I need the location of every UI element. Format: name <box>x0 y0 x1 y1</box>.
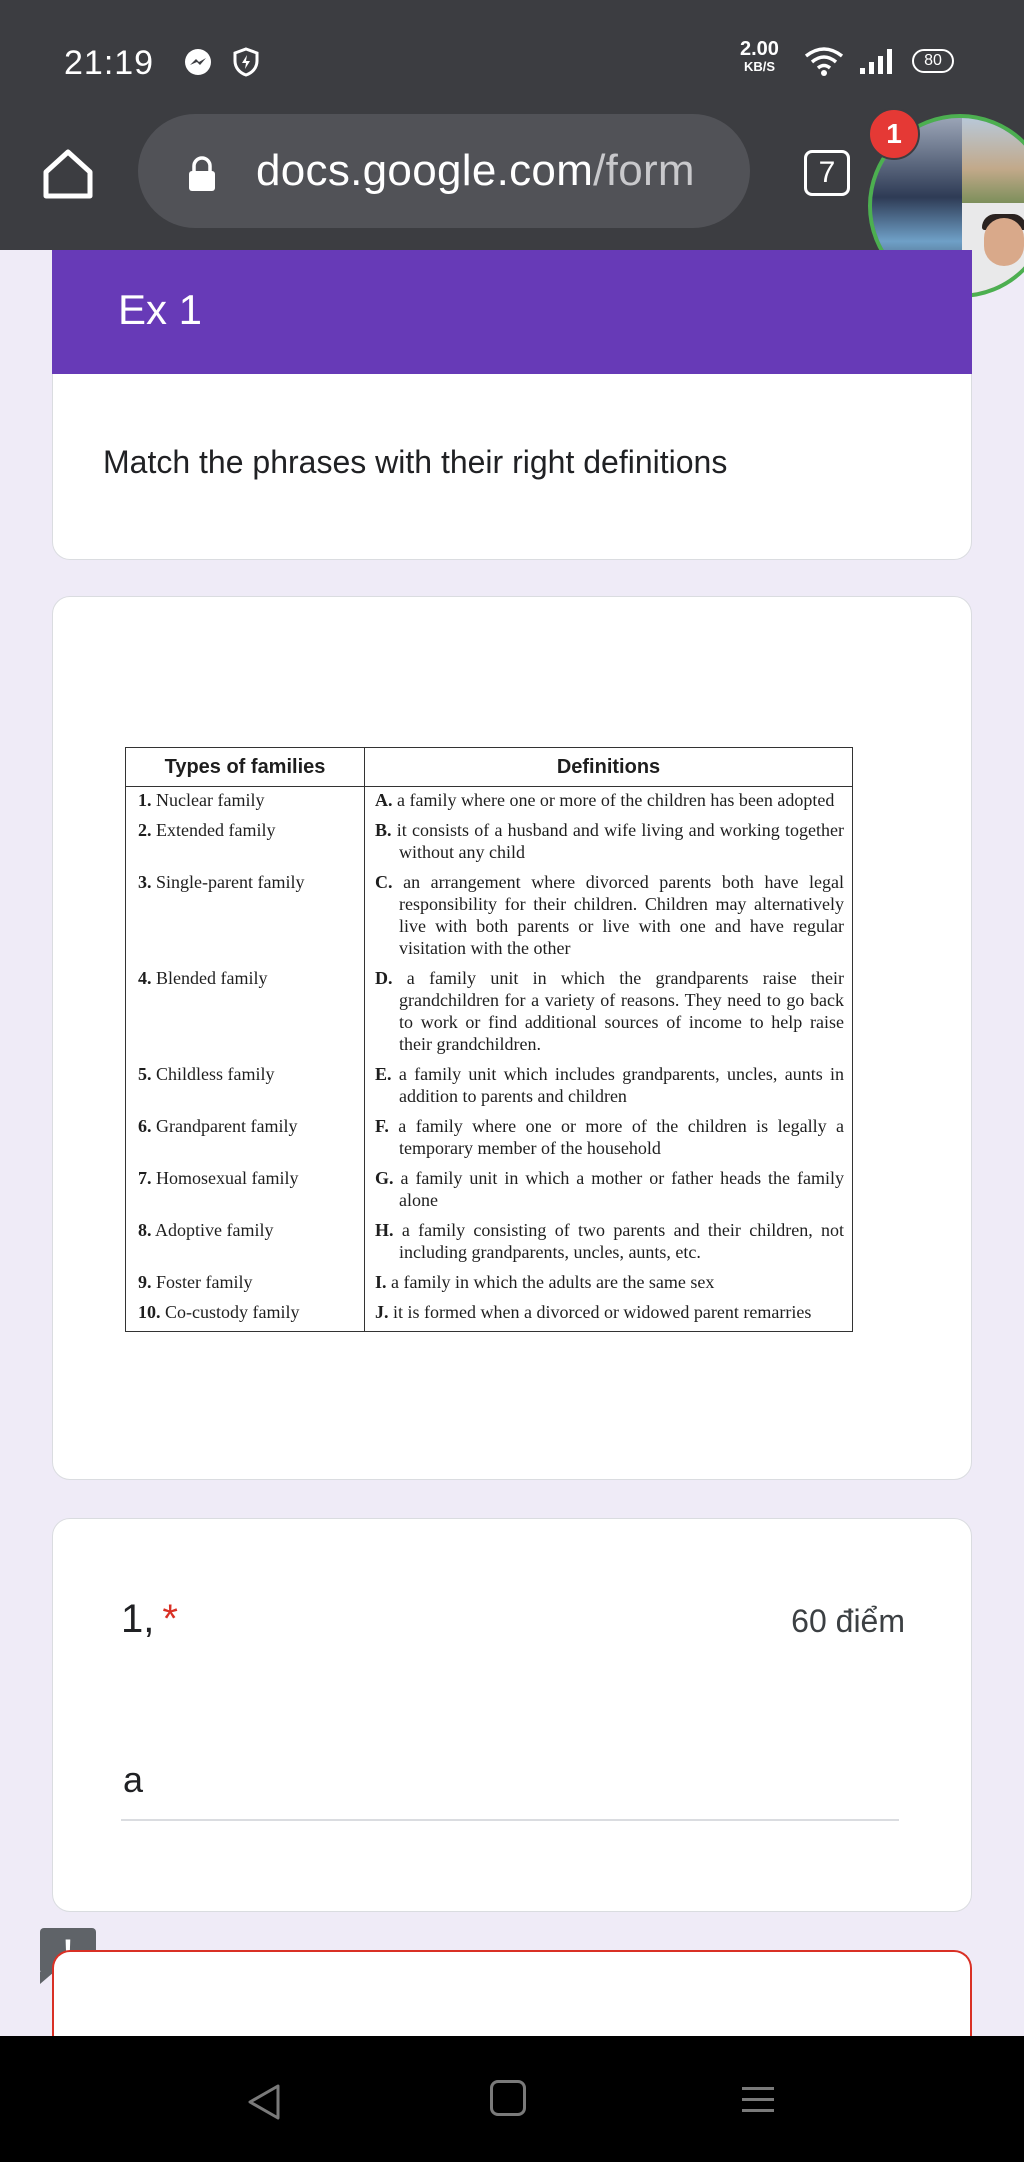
family-type-cell <box>126 965 365 1061</box>
family-type-label: Extended family <box>156 820 276 840</box>
shield-icon <box>230 46 262 78</box>
definition-cell <box>365 1269 853 1299</box>
table-row <box>126 1061 853 1113</box>
family-type-label: Nuclear family <box>156 790 265 810</box>
family-type-label: Childless family <box>156 1064 275 1084</box>
definition-text: it is formed when a divorced or widowed parent remarries <box>393 1302 812 1322</box>
table-row <box>126 1113 853 1165</box>
url-domain: docs.google.com <box>256 146 594 195</box>
definition-text: it consists of a husband and wife living and working together without any child <box>396 820 844 862</box>
nav-home-icon[interactable] <box>490 2080 526 2116</box>
definition-letter: I. <box>375 1272 387 1292</box>
question-title: 1, * <box>121 1597 178 1641</box>
definition-cell <box>365 787 853 818</box>
definition-letter: H. <box>375 1220 394 1240</box>
family-type-number: 4. <box>138 968 152 988</box>
definition-cell <box>365 817 853 869</box>
messenger-icon <box>182 46 214 78</box>
family-type-label: Grandparent family <box>156 1116 298 1136</box>
definition-text: a family unit in which a mother or father heads the family alone <box>399 1168 844 1210</box>
definition-cell <box>365 1165 853 1217</box>
form-description-card <box>52 374 972 560</box>
form-header <box>52 250 972 374</box>
notification-badge: 1 <box>868 108 920 160</box>
family-type-cell <box>126 1217 365 1269</box>
wifi-icon <box>802 44 846 78</box>
family-type-number: 2. <box>138 820 152 840</box>
definition-cell <box>365 1217 853 1269</box>
table-header-definitions: Definitions <box>365 748 853 787</box>
family-type-cell <box>126 1061 365 1113</box>
table-row <box>126 817 853 869</box>
family-type-number: 8. <box>138 1220 152 1240</box>
definition-cell <box>365 869 853 965</box>
url-path: /form <box>593 146 695 195</box>
recents-icon[interactable] <box>740 2084 776 2116</box>
required-asterisk: * <box>162 1597 178 1641</box>
question-points: 60 điểm <box>791 1603 905 1639</box>
family-type-label: Blended family <box>156 968 268 988</box>
family-type-label: Co-custody family <box>165 1302 300 1322</box>
family-type-cell <box>126 1113 365 1165</box>
family-type-label: Foster family <box>156 1272 253 1292</box>
url-text[interactable] <box>256 146 695 196</box>
definition-letter: E. <box>375 1064 392 1084</box>
definition-text: an arrangement where divorced parents both have legal responsibility for their children. Children may alternatively live with both parents or live with one and have regular visitation with the other <box>399 872 845 958</box>
definition-cell <box>365 1113 853 1165</box>
family-type-number: 6. <box>138 1116 152 1136</box>
family-type-cell <box>126 817 365 869</box>
family-type-number: 10. <box>138 1302 161 1322</box>
question-card <box>52 1518 972 1912</box>
table-header-types: Types of families <box>126 748 365 787</box>
answer-input[interactable]: a <box>123 1759 144 1800</box>
family-type-cell <box>126 787 365 818</box>
definition-letter: F. <box>375 1116 389 1136</box>
definition-letter: A. <box>375 790 393 810</box>
family-type-cell <box>126 1165 365 1217</box>
family-type-label: Adoptive family <box>155 1220 274 1240</box>
definition-letter: B. <box>375 820 392 840</box>
definition-text: a family unit which includes grandparents, uncles, aunts in addition to parents and children <box>398 1064 844 1106</box>
battery-indicator: 80 <box>912 49 954 73</box>
definition-cell <box>365 1299 853 1332</box>
table-row <box>126 1217 853 1269</box>
table-row <box>126 869 853 965</box>
image-item-card <box>52 596 972 1480</box>
table-row <box>126 1165 853 1217</box>
definition-text: a family consisting of two parents and their children, not including grandparents, uncles, aunts, etc. <box>399 1220 844 1262</box>
family-type-cell <box>126 869 365 965</box>
family-type-number: 1. <box>138 790 152 810</box>
definition-text: a family where one or more of the children is legally a temporary member of the household <box>398 1116 845 1158</box>
definition-letter: J. <box>375 1302 389 1322</box>
home-icon[interactable] <box>40 146 96 202</box>
definition-letter: G. <box>375 1168 394 1188</box>
table-row <box>126 1269 853 1299</box>
definition-text: a family where one or more of the children has been adopted <box>397 790 835 810</box>
system-nav-bar <box>0 2036 1024 2162</box>
status-time: 21:19 <box>64 44 155 82</box>
family-type-number: 3. <box>138 872 152 892</box>
answer-underline <box>121 1819 899 1821</box>
table-row <box>126 965 853 1061</box>
family-type-label: Single-parent family <box>156 872 305 892</box>
definition-cell <box>365 1061 853 1113</box>
next-question-card-error <box>52 1950 972 2050</box>
form-description: Match the phrases with their right definitions <box>103 444 728 480</box>
family-type-label: Homosexual family <box>156 1168 299 1188</box>
family-type-number: 9. <box>138 1272 152 1292</box>
definition-text: a family unit in which the grandparents raise their grandchildren for a variety of reasons. They need to go back to work or find additional sources of income to help raise their grandchildren. <box>399 968 845 1054</box>
definition-letter: D. <box>375 968 393 988</box>
definition-letter: C. <box>375 872 393 892</box>
back-icon[interactable] <box>246 2082 282 2122</box>
family-type-number: 7. <box>138 1168 152 1188</box>
network-speed: 2.00 KB/S <box>740 38 779 74</box>
table-row <box>126 1299 853 1332</box>
tab-switcher-button[interactable]: 7 <box>804 150 850 196</box>
definition-text: a family in which the adults are the same sex <box>391 1272 715 1292</box>
form-title: Ex 1 <box>118 286 203 333</box>
family-type-cell <box>126 1299 365 1332</box>
family-type-number: 5. <box>138 1064 152 1084</box>
table-row <box>126 787 853 818</box>
lock-icon <box>186 156 218 192</box>
signal-icon <box>858 48 898 76</box>
families-table-image <box>125 747 853 1332</box>
definition-cell <box>365 965 853 1061</box>
family-type-cell <box>126 1269 365 1299</box>
